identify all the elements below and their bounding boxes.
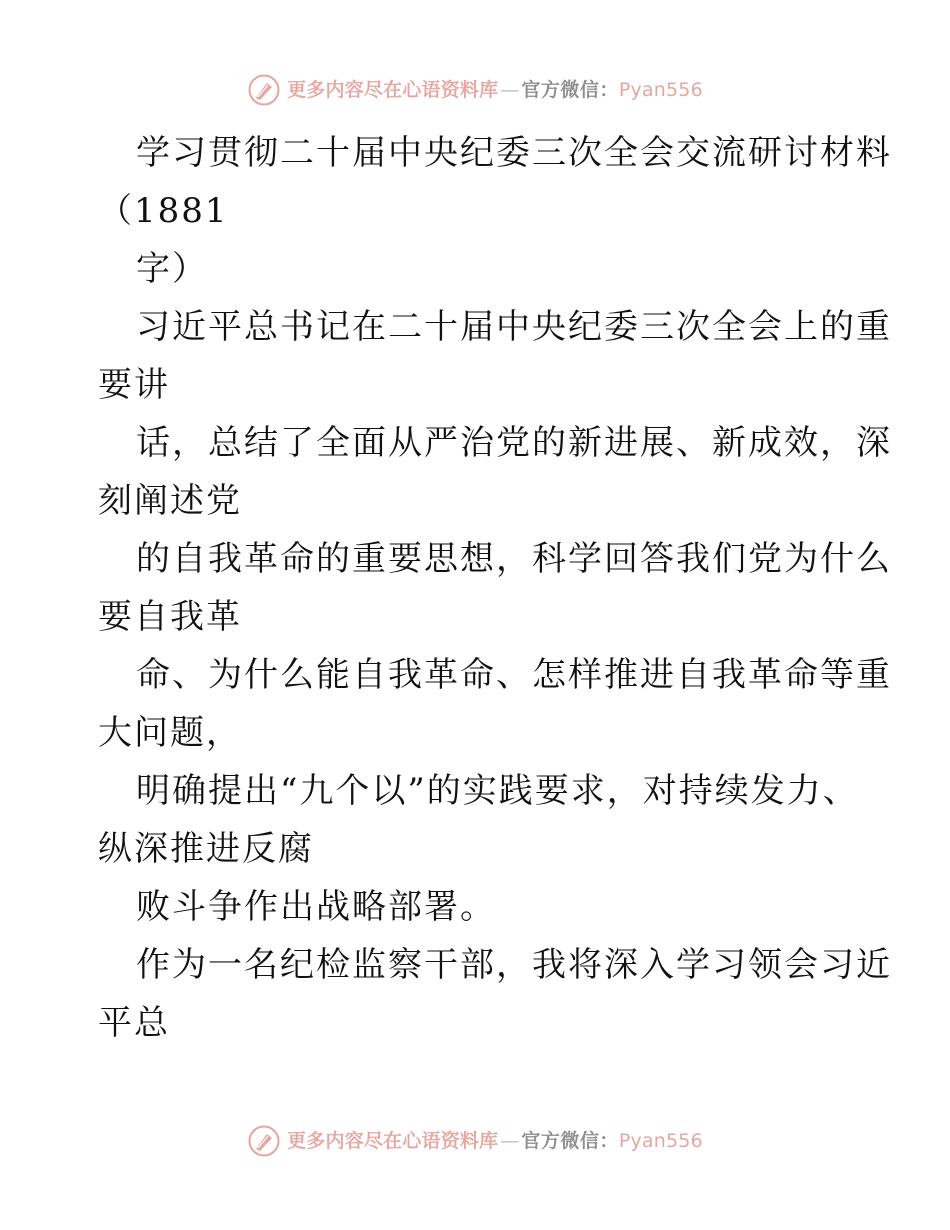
document-line: （1881	[98, 191, 229, 231]
watermark-separator: —	[500, 1129, 520, 1152]
document-line: 要自我革	[98, 597, 242, 637]
document-line: 字）	[136, 249, 208, 289]
document-line: 的自我革命的重要思想，科学回答我们党为什么	[136, 539, 892, 579]
document-line: 平总	[98, 1003, 170, 1043]
watermark-text	[287, 1129, 703, 1152]
watermark-separator: —	[500, 78, 520, 101]
pen-nib-logo-icon	[247, 73, 281, 107]
document-line: 作为一名纪检监察干部，我将深入学习领会习近	[136, 945, 892, 985]
document-line: 败斗争作出战略部署。	[136, 887, 496, 927]
watermark-header	[0, 70, 950, 110]
document-line: 大问题，	[98, 713, 242, 753]
watermark-main-text: 更多内容尽在心语资料库	[287, 78, 499, 101]
watermark-handle: Pyan556	[618, 1129, 703, 1152]
watermark-sub-text: 官方微信：	[521, 78, 619, 101]
pen-nib-logo-icon	[247, 1124, 281, 1158]
watermark-sub-text: 官方微信：	[521, 1129, 619, 1152]
document-line: 纵深推进反腐	[98, 829, 314, 869]
document-line: 学习贯彻二十届中央纪委三次全会交流研讨材料	[136, 133, 892, 173]
watermark-main-text: 更多内容尽在心语资料库	[287, 1129, 499, 1152]
document-line: 明确提出“九个以”的实践要求，对持续发力、	[136, 771, 859, 811]
document-line: 要讲	[98, 365, 170, 405]
watermark-footer	[0, 1121, 950, 1161]
watermark-text	[287, 78, 703, 101]
document-line: 命、为什么能自我革命、怎样推进自我革命等重	[136, 655, 892, 695]
document-line: 习近平总书记在二十届中央纪委三次全会上的重	[136, 307, 892, 347]
document-body	[98, 124, 892, 1052]
document-line: 话，总结了全面从严治党的新进展、新成效，深	[136, 423, 892, 463]
watermark-handle: Pyan556	[618, 78, 703, 101]
document-line: 刻阐述党	[98, 481, 242, 521]
